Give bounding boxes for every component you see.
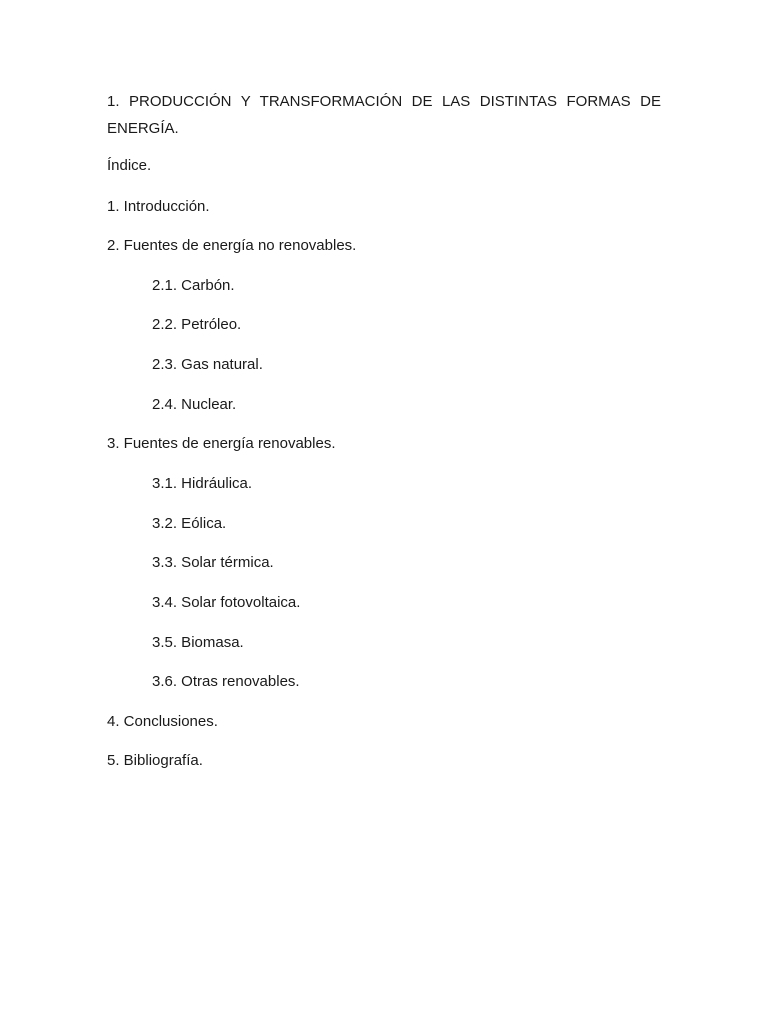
index-heading: Índice. <box>107 157 152 174</box>
toc-item-conclusiones: 4. Conclusiones. <box>107 713 218 730</box>
toc-subitem-petroleo: 2.2. Petróleo. <box>152 316 242 333</box>
toc-item-bibliografia: 5. Bibliografía. <box>107 752 203 769</box>
toc-item-no-renovables: 2. Fuentes de energía no renovables. <box>107 237 357 254</box>
toc-subitem-gas-natural: 2.3. Gas natural. <box>152 356 263 373</box>
toc-subitem-eolica: 3.2. Eólica. <box>152 515 227 532</box>
document-title-line-1: 1. PRODUCCIÓN Y TRANSFORMACIÓN DE LAS DISTINTAS FORMAS DE <box>107 93 661 110</box>
toc-subitem-otras-renovables: 3.6. Otras renovables. <box>152 673 300 690</box>
toc-item-introduccion: 1. Introducción. <box>107 198 210 215</box>
toc-subitem-biomasa: 3.5. Biomasa. <box>152 634 244 651</box>
toc-subitem-hidraulica: 3.1. Hidráulica. <box>152 475 253 492</box>
toc-subitem-solar-termica: 3.3. Solar térmica. <box>152 554 274 571</box>
toc-subitem-carbon: 2.1. Carbón. <box>152 277 235 294</box>
toc-item-renovables: 3. Fuentes de energía renovables. <box>107 435 336 452</box>
document-title-line-2: ENERGÍA. <box>107 120 179 137</box>
toc-subitem-solar-fotovoltaica: 3.4. Solar fotovoltaica. <box>152 594 301 611</box>
document-title <box>107 88 661 142</box>
toc-subitem-nuclear: 2.4. Nuclear. <box>152 396 237 413</box>
